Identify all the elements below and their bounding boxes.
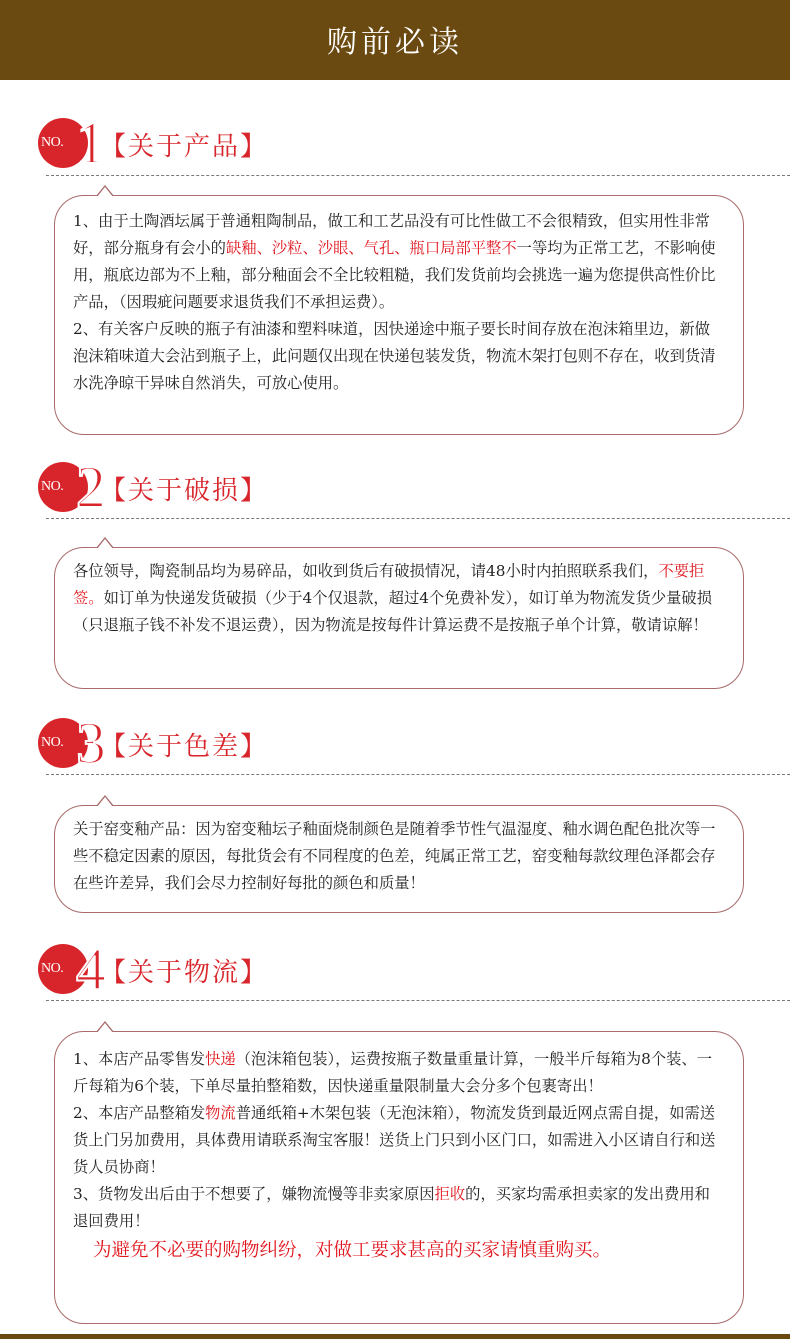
paragraph [73,208,725,316]
paragraph [73,1100,725,1181]
page-title: 购前必读 [327,25,463,60]
highlight-text: 快递 [205,1050,236,1068]
paragraph-text: 2、本店产品整箱发 [73,1104,206,1122]
section-content-1 [54,195,744,435]
section-title: 【关于产品】 [100,132,269,162]
badge-number: 4 [76,936,106,1002]
dashed-divider [46,1000,790,1001]
paragraph-text: 2、有关客户反映的瓶子有油漆和塑料味道，因快递途中瓶子要长时间存放在泡沫箱里边，新做泡沫箱味道大会沾到瓶子上，此问题仅出现在快递包装发货，物流木架打包则不存在，收到货清水洗净晾干异味自然消失，可放心使用。 [73,320,716,392]
section-header-4 [38,936,738,1002]
highlight-text: 缺釉、沙粒、沙眼、气孔、瓶口局部平整不 [225,239,517,257]
bubble-pointer-fill [97,797,113,807]
section-header-1 [38,110,738,176]
paragraph-text: 的，买家均需承担卖家的发出费用和退回费用！ [73,1185,710,1230]
section-title: 【关于色差】 [100,732,269,762]
section-content-2 [54,547,744,689]
highlight-text: 不要拒签。 [73,562,705,607]
paragraph-text: 关于窑变釉产品：因为窑变釉坛子釉面烧制颜色是随着季节性气温湿度、釉水调色配色批次等一些不稳定因素的原因，每批货会有不同程度的色差，纯属正常工艺，窑变釉每款纹理色泽都会存在些许差异，我们会尽力控制好每批的颜色和质量！ [73,820,716,892]
paragraph-text: 普通纸箱+木架包装（无泡沫箱），物流发货到最近网点需自提，如需送货上门另加费用，具体费用请联系淘宝客服！送货上门只到小区门口，如需进入小区请自行和送货人员协商！ [73,1104,716,1176]
highlight-text: 拒收 [434,1185,466,1203]
section-content-3 [54,805,744,913]
badge-prefix: NO. [41,479,64,494]
paragraph-text: 一等均为正常工艺，不影响使用，瓶底边部为不上釉，部分釉面会不全比较粗糙，我们发货前均会挑选一遍为您提供高性价比产品，（因瑕疵问题要求退货我们不承担运费）。 [73,239,716,311]
paragraph [73,1181,725,1235]
dashed-divider [46,774,790,775]
dashed-divider [46,175,790,176]
dashed-divider [46,518,790,519]
badge-number: 3 [76,710,106,776]
highlight-text: 物流 [205,1104,236,1122]
paragraph-text: 如订单为快递发货破损（少于4个仅退款，超过4个免费补发），如订单为物流发货少量破损（只退瓶子钱不补发不退运费），因为物流是按每件计算运费不是按瓶子单个计算，敬请谅解！ [73,589,713,634]
badge-prefix: NO. [41,735,64,750]
paragraph-text: 1、由于土陶酒坛属于普通粗陶制品，做工和工艺品没有可比性做工不会很精致，但实用性非常好，部分瓶身有会小的 [73,212,710,257]
paragraph-text: （泡沫箱包装），运费按瓶子数量重量计算，一般半斤每箱为8个装、一斤每箱为6个装，下单尽量拍整箱数，因快递重量限制量大会分多个包裹寄出！ [73,1050,713,1095]
badge-prefix: NO. [41,961,64,976]
paragraph-text: 3、货物发出后由于不想要了，嫌物流慢等非卖家原因 [73,1185,435,1203]
badge-number: 2 [76,454,106,520]
paragraph-text: 1、本店产品零售发 [73,1050,206,1068]
section-header-3 [38,710,738,776]
bubble-pointer-fill [97,1023,113,1033]
section-title: 【关于物流】 [100,958,269,988]
page-header [0,0,790,80]
section-header-2 [38,454,738,520]
paragraph [73,316,725,397]
footer-bar [0,1334,790,1339]
section-content-4 [54,1031,744,1324]
paragraph [73,816,725,897]
bubble-pointer-fill [97,539,113,549]
section-title: 【关于破损】 [100,476,269,506]
badge-number: 1 [76,110,106,176]
badge-prefix: NO. [41,135,64,150]
final-note: 为避免不必要的购物纠纷，对做工要求甚高的买家请慎重购买。 [93,1240,612,1261]
paragraph [73,1046,725,1100]
paragraph-text: 各位领导，陶瓷制品均为易碎品，如收到货后有破损情况，请48小时内拍照联系我们， [73,562,659,580]
paragraph [73,558,725,639]
bubble-pointer-fill [97,187,113,197]
